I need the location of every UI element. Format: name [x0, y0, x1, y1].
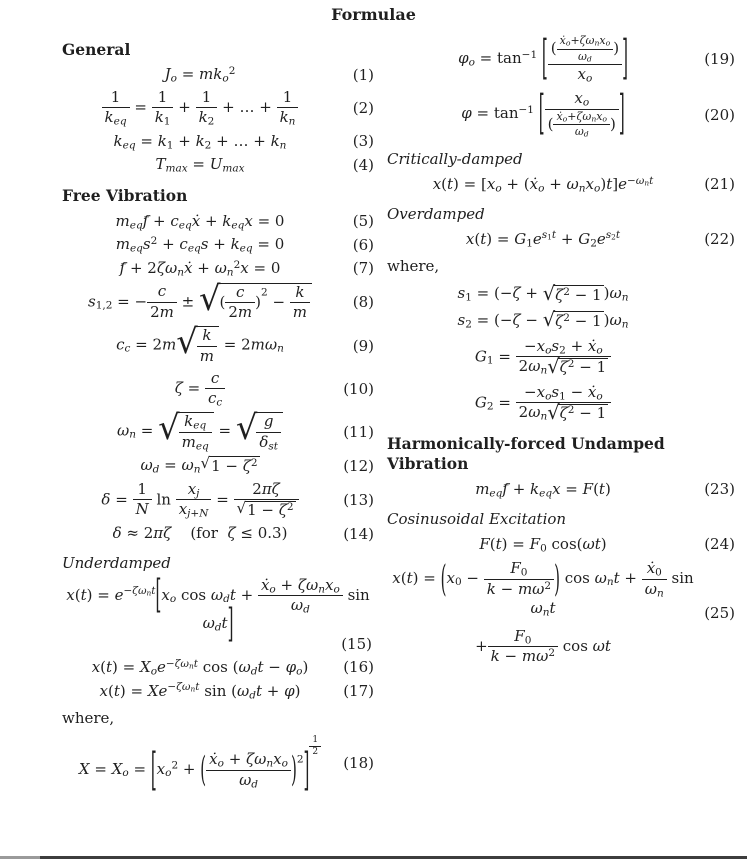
equation-row-eq1: [62, 65, 374, 84]
equation-number-eq12: (12): [343, 456, 374, 475]
equation-math-eq11: $\omega_n$ = √ $k_{eq}$ $m_{eq}$ = √ g $\delta_{st}$: [62, 412, 338, 451]
equation-row-eq10: [62, 370, 374, 408]
equation-number-eq17: (17): [343, 681, 374, 700]
equation-number-eq16: (16): [343, 658, 374, 677]
equation-math-eq2: 1 $k_{eq}$ = $\frac{1}{k_1}$ + $\frac{1}{k_2}$ + … + $\frac{1}{k_n}$: [62, 89, 338, 127]
section-heading-cosinusoidal-excitation: Cosinusoidal Excitation: [387, 509, 567, 528]
equation-number-eq1: (1): [352, 65, 374, 84]
equation-math-eq14: δ ≈ 2πζ (for ζ ≤ 0.3): [112, 524, 288, 543]
equation-math-eq12: $\omega_d = \omega_n$ √ $1 - \zeta^2$: [62, 456, 338, 476]
equation-row-eq4: [62, 155, 374, 174]
equation-row-eq20: [387, 85, 735, 142]
equation-number-eq7: (7): [352, 259, 374, 278]
equation-math-eq19: $\varphi_o = \tan^{-1}$ [ ( $ẋ_o+\zeta\omega_nx_o$ $\omega_d$ ) $x_o$ ]: [458, 30, 628, 86]
equation-row-eq8: [62, 283, 374, 322]
equation-row-eq3: [62, 132, 374, 151]
equation-math-eq17: $x(t) = Xe^{-\zeta\omega_nt}$ $\sin (\omega_dt + \varphi)$: [99, 681, 301, 701]
equation-number-eq21: (21): [704, 175, 735, 194]
equation-math-eq6: $m_{eq}s^2 + c_{eq}s + k_{eq} = 0$: [115, 235, 285, 255]
equation-row-eq9: [62, 326, 374, 365]
equation-row-eq25: [387, 557, 735, 666]
equation-row-eq14: [62, 524, 374, 543]
equation-number-eq22: (22): [704, 230, 735, 248]
equation-number-eq10: (10): [343, 379, 374, 398]
equation-number-eq20: (20): [704, 105, 735, 124]
equation-row-eq5: [62, 212, 374, 231]
section-heading-free-vibration: Free Vibration: [62, 186, 188, 206]
equation-math-eq20: $\varphi = \tan^{-1}$ [ $x_o$ ( $ẋ_o+\zeta\omega_nx_o$ $\omega_d$ ) ]: [461, 85, 625, 142]
equation-row-eq11: [62, 412, 374, 451]
equation-number-eq25: (25): [704, 604, 735, 622]
equation-number-eq11: (11): [343, 422, 374, 441]
equation-math-eq7: ẝ + $2\zeta\omega_nẋ + \omega_n^2x = 0$: [119, 258, 281, 279]
equation-row-eq-s1: [387, 284, 735, 304]
section-heading-overdamped: Overdamped: [387, 204, 485, 223]
equation-math-eq3: $k_{eq} = k_1 + k_2$ + … + $k_n$: [113, 131, 287, 151]
equation-row-eq-s2: [387, 311, 735, 331]
equation-row-eq17: [62, 682, 374, 701]
section-heading-general: General: [62, 40, 131, 59]
equation-row-eq19: [387, 30, 735, 86]
equation-math-eq16: $x(t) = X_oe^{-\zeta\omega_nt}$ $\cos (\omega_dt - \varphi_o)$: [91, 657, 309, 678]
equation-math-eq18: $X = X_o = [x_o^2$ + ( ẋ$_o$ + $\zeta\omega_nx_o$ $\omega_d$ )$^2$] $\frac{1}{2}$: [62, 736, 338, 789]
equation-number-eq18: (18): [343, 753, 374, 772]
equation-number-eq23: (23): [704, 480, 735, 499]
equation-number-eq2: (2): [352, 98, 374, 117]
equation-math-eq22: $x(t) = G_1e^{s_1t} + G_2e^{s_2t}$: [465, 229, 621, 249]
equation-math-eq15: $x(t) = e^{-\zeta\omega_nt}[x_o$ $\cos \omega_dt$ + ẋ$_o$ + $\zeta\omega_nx_o$ $\omega_d$ $\sin \omega_dt$]: [66, 571, 370, 647]
equation-row-eq7: [62, 259, 374, 278]
equation-math-eq23: $m_{eq}ẝ + k_{eq}x = F(t)$: [475, 479, 611, 500]
equation-number-eq4: (4): [352, 155, 374, 174]
equation-number-eq13: (13): [343, 490, 374, 509]
equation-math-eq21: $x(t) = [x_o$ + (ẋ$_o$ + $\omega_nx_o)t]e^{-\omega_nt}$: [432, 174, 654, 195]
equation-row-eq24: [387, 535, 735, 554]
equation-number-eq15: (15): [341, 634, 372, 653]
equation-math-eq-G1: $G_1$ = $-x_os_2$ + ẋ$_o$ $2\omega_n$ √ $\zeta^2 - 1$: [387, 338, 699, 377]
equation-row-eq18: [62, 735, 374, 796]
section-heading-underdamped: Underdamped: [62, 553, 171, 572]
equation-number-eq14: (14): [343, 524, 374, 543]
equation-math-eq-G2: $G_2$ = $-x_os_1$ − ẋ$_o$ $2\omega_n$ √ $\zeta^2 - 1$: [387, 384, 699, 423]
equation-math-eq24: $F(t) = F_0$ cos(ωt): [479, 534, 607, 554]
equation-math-eq-s2: $s_2 = (-\zeta$ − √ $\zeta^2 - 1$ )$\omega_n$: [387, 311, 699, 331]
equation-row-eq16: [62, 658, 374, 677]
equation-math-eq-s1: $s_1 = (-\zeta$ + √ $\zeta^2 - 1$ )$\omega_n$: [387, 284, 699, 304]
equation-row-eq23: [387, 480, 735, 499]
equation-number-eq6: (6): [352, 235, 374, 254]
equation-math-eq25: $x(t) = (x_0$ − $\frac{F_0}{k - m\omega^2}$ ) $\cos \omega_nt$ + $\frac{ẋ_0}{\omega_n}$ $\sin \omega_nt$ + $\frac{F_0}{k - m\omega^2}$ cos ωt: [392, 557, 694, 666]
page-title: Formulae: [331, 5, 416, 24]
right-column: [387, 28, 735, 794]
bottom-page-rule: [0, 856, 747, 859]
equation-row-eq2: [62, 89, 374, 127]
equation-math-eq9: $c_c = 2m$ √ $\frac{k}{m}$ = $2m\omega_n$: [62, 326, 338, 365]
equation-math-eq4: $T_{max} = U_{max}$: [155, 155, 245, 175]
equation-number-eq24: (24): [704, 535, 735, 553]
equation-number-eq5: (5): [352, 211, 374, 230]
section-heading-harmonically-forced: Harmonically-forced Undamped Vibration: [387, 434, 665, 473]
equation-row-eq22: [387, 230, 735, 249]
equation-number-eq19: (19): [704, 50, 735, 69]
left-column: [62, 28, 374, 794]
equation-row-eq-G2: [387, 384, 735, 423]
equation-math-eq10: ζ = $\frac{c}{c_c}$: [62, 370, 338, 408]
section-heading-critically-damped: Critically-damped: [387, 149, 523, 168]
equation-row-eq12: [62, 456, 374, 476]
equation-number-eq8: (8): [352, 293, 374, 311]
equation-number-eq9: (9): [352, 336, 374, 355]
equation-math-eq5: $m_{eq}ẝ$ + $c_{eq}ẋ + k_{eq}x = 0$: [115, 211, 285, 231]
equation-row-eq21: [387, 175, 735, 194]
inline-text-where-left: where,: [62, 709, 115, 728]
equation-row-eq-G1: [387, 338, 735, 377]
equation-row-eq6: [62, 235, 374, 254]
equation-row-eq13: [62, 481, 374, 520]
equation-number-eq3: (3): [352, 132, 374, 150]
inline-text-where-right: where,: [387, 257, 440, 276]
equation-math-eq1: $J_o = mk_o^2$: [164, 65, 236, 85]
equation-math-eq13: δ = $\frac{1}{N}$ ln $\frac{x_j}{x_{j+N}}$ = 2πζ √ $1 - \zeta^2$: [62, 481, 338, 520]
equation-math-eq8: $s_{1,2}$ = − $\frac{c}{2m}$ ± √ ( $\frac{c}{2m}$ )$^2$ − $\frac{k}{m}$: [62, 283, 338, 322]
formula-columns: [0, 28, 747, 794]
